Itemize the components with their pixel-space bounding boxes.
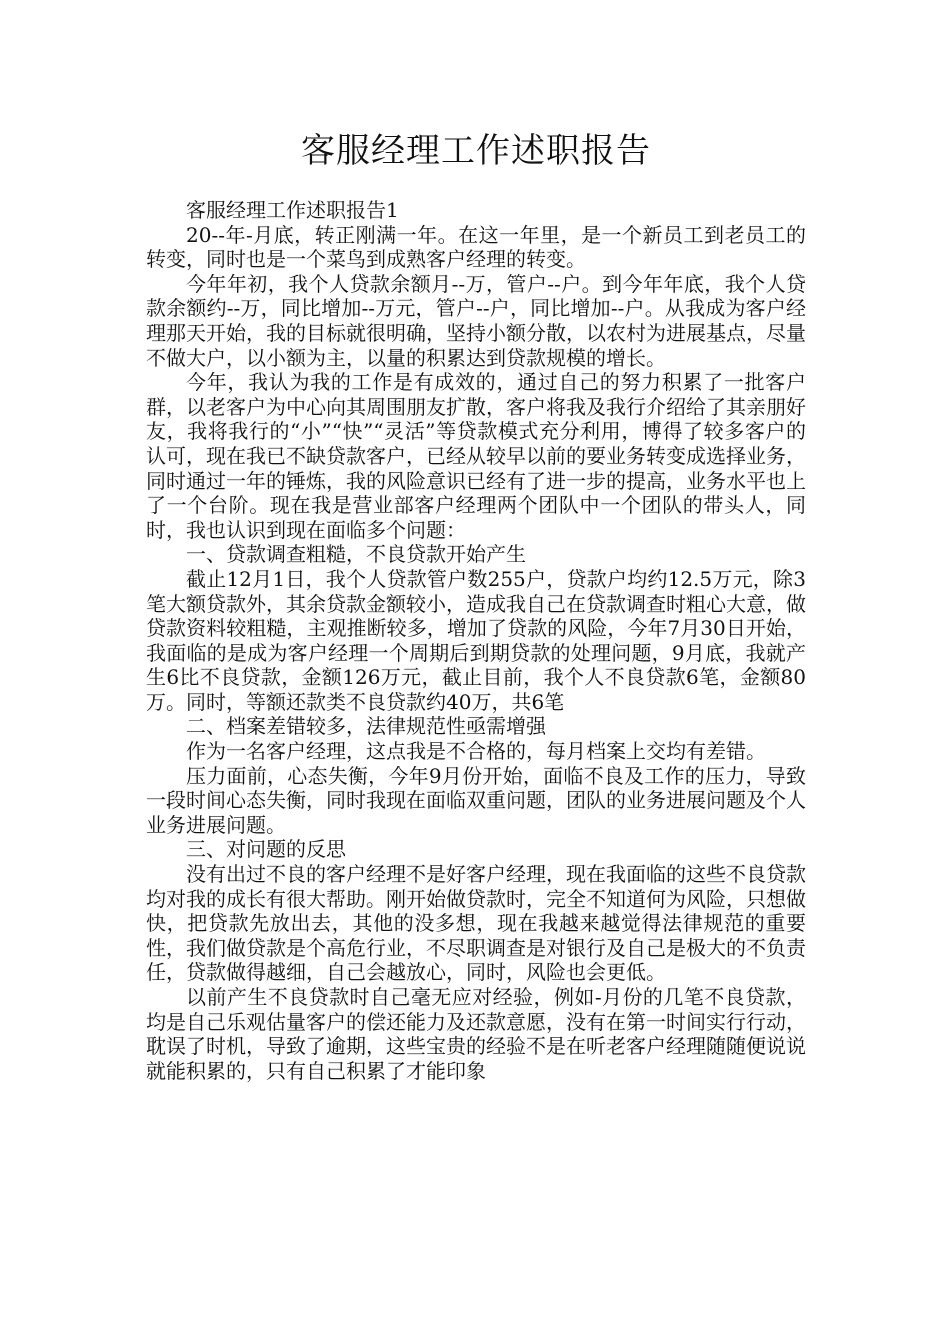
- paragraph: 20--年-月底，转正刚满一年。在这一年里，是一个新员工到老员工的转变，同时也是一个菜鸟到成熟客户经理的转变。: [146, 222, 806, 272]
- report-subtitle: 客服经理工作述职报告1: [186, 198, 399, 222]
- paragraph: 以前产生不良贷款时自己毫无应对经验，例如-月份的几笔不良贷款，均是自己乐观估量客户的偿还能力及还款意愿，没有在第一时间实行行动，耽误了时机，导致了逾期，这些宝贵的经验不是在听老客户经理随随便说说就能积累的，只有自己积累了才能印象: [146, 985, 806, 1083]
- paragraph: 作为一名客户经理，这点我是不合格的，每月档案上交均有差错。: [186, 739, 766, 764]
- paragraph: 压力面前，心态失衡，今年9月份开始，面临不良及工作的压力，导致一段时间心态失衡，同时我现在面临双重问题，团队的业务进展问题及个人业务进展问题。: [146, 763, 806, 837]
- paragraph: 今年，我认为我的工作是有成效的，通过自己的努力积累了一批客户群，以老客户为中心向其周围朋友扩散，客户将我及我行介绍给了其亲朋好友，我将我行的“小”“快”“灵活”等贷款模式充分利用，博得了较多客户的认可，现在我已不缺贷款客户，已经从较早以前的要业务转变成选择业务，同时通过一年的锤炼，我的风险意识已经有了进一步的提高，业务水平也上了一个台阶。现在我是营业部客户经理两个团队中一个团队的带头人，同时，我也认识到现在面临多个问题：: [146, 370, 806, 542]
- document-title: 客服经理工作述职报告: [301, 131, 651, 171]
- section-heading: 三、对问题的反思: [186, 837, 346, 862]
- paragraph: 没有出过不良的客户经理不是好客户经理，现在我面临的这些不良贷款均对我的成长有很大帮助。刚开始做贷款时，完全不知道何为风险，只想做快，把贷款先放出去，其他的没多想，现在我越来越觉得法律规范的重要性，我们做贷款是个高危行业，不尽职调查是对银行及自己是极大的不负责任，贷款做得越细，自己会越放心，同时，风险也会更低。: [146, 862, 806, 985]
- document-body: [146, 198, 806, 1083]
- section-heading: 一、贷款调查粗糙，不良贷款开始产生: [186, 542, 526, 567]
- document-page: [146, 0, 806, 1083]
- paragraph: 今年年初，我个人贷款余额月--万，管户--户。到今年年底，我个人贷款余额约--万，同比增加--万元，管户--户，同比增加--户。从我成为客户经理那天开始，我的目标就很明确，坚持小额分散，以农村为进展基点，尽量不做大户，以小额为主，以量的积累达到贷款规模的增长。: [146, 271, 806, 370]
- paragraph: 截止12月1日，我个人贷款管户数255户，贷款户均约12.5万元，除3笔大额贷款外，其余贷款金额较小，造成我自己在贷款调查时粗心大意，做贷款资料较粗糙，主观推断较多，增加了贷款的风险，今年7月30日开始，我面临的是成为客户经理一个周期后到期贷款的处理问题，9月底，我就产生6比不良贷款，金额126万元，截止目前，我个人不良贷款6笔，金额80万。同时，等额还款类不良贷款约40万，共6笔: [146, 566, 806, 714]
- section-heading: 二、档案差错较多，法律规范性亟需增强: [186, 714, 546, 739]
